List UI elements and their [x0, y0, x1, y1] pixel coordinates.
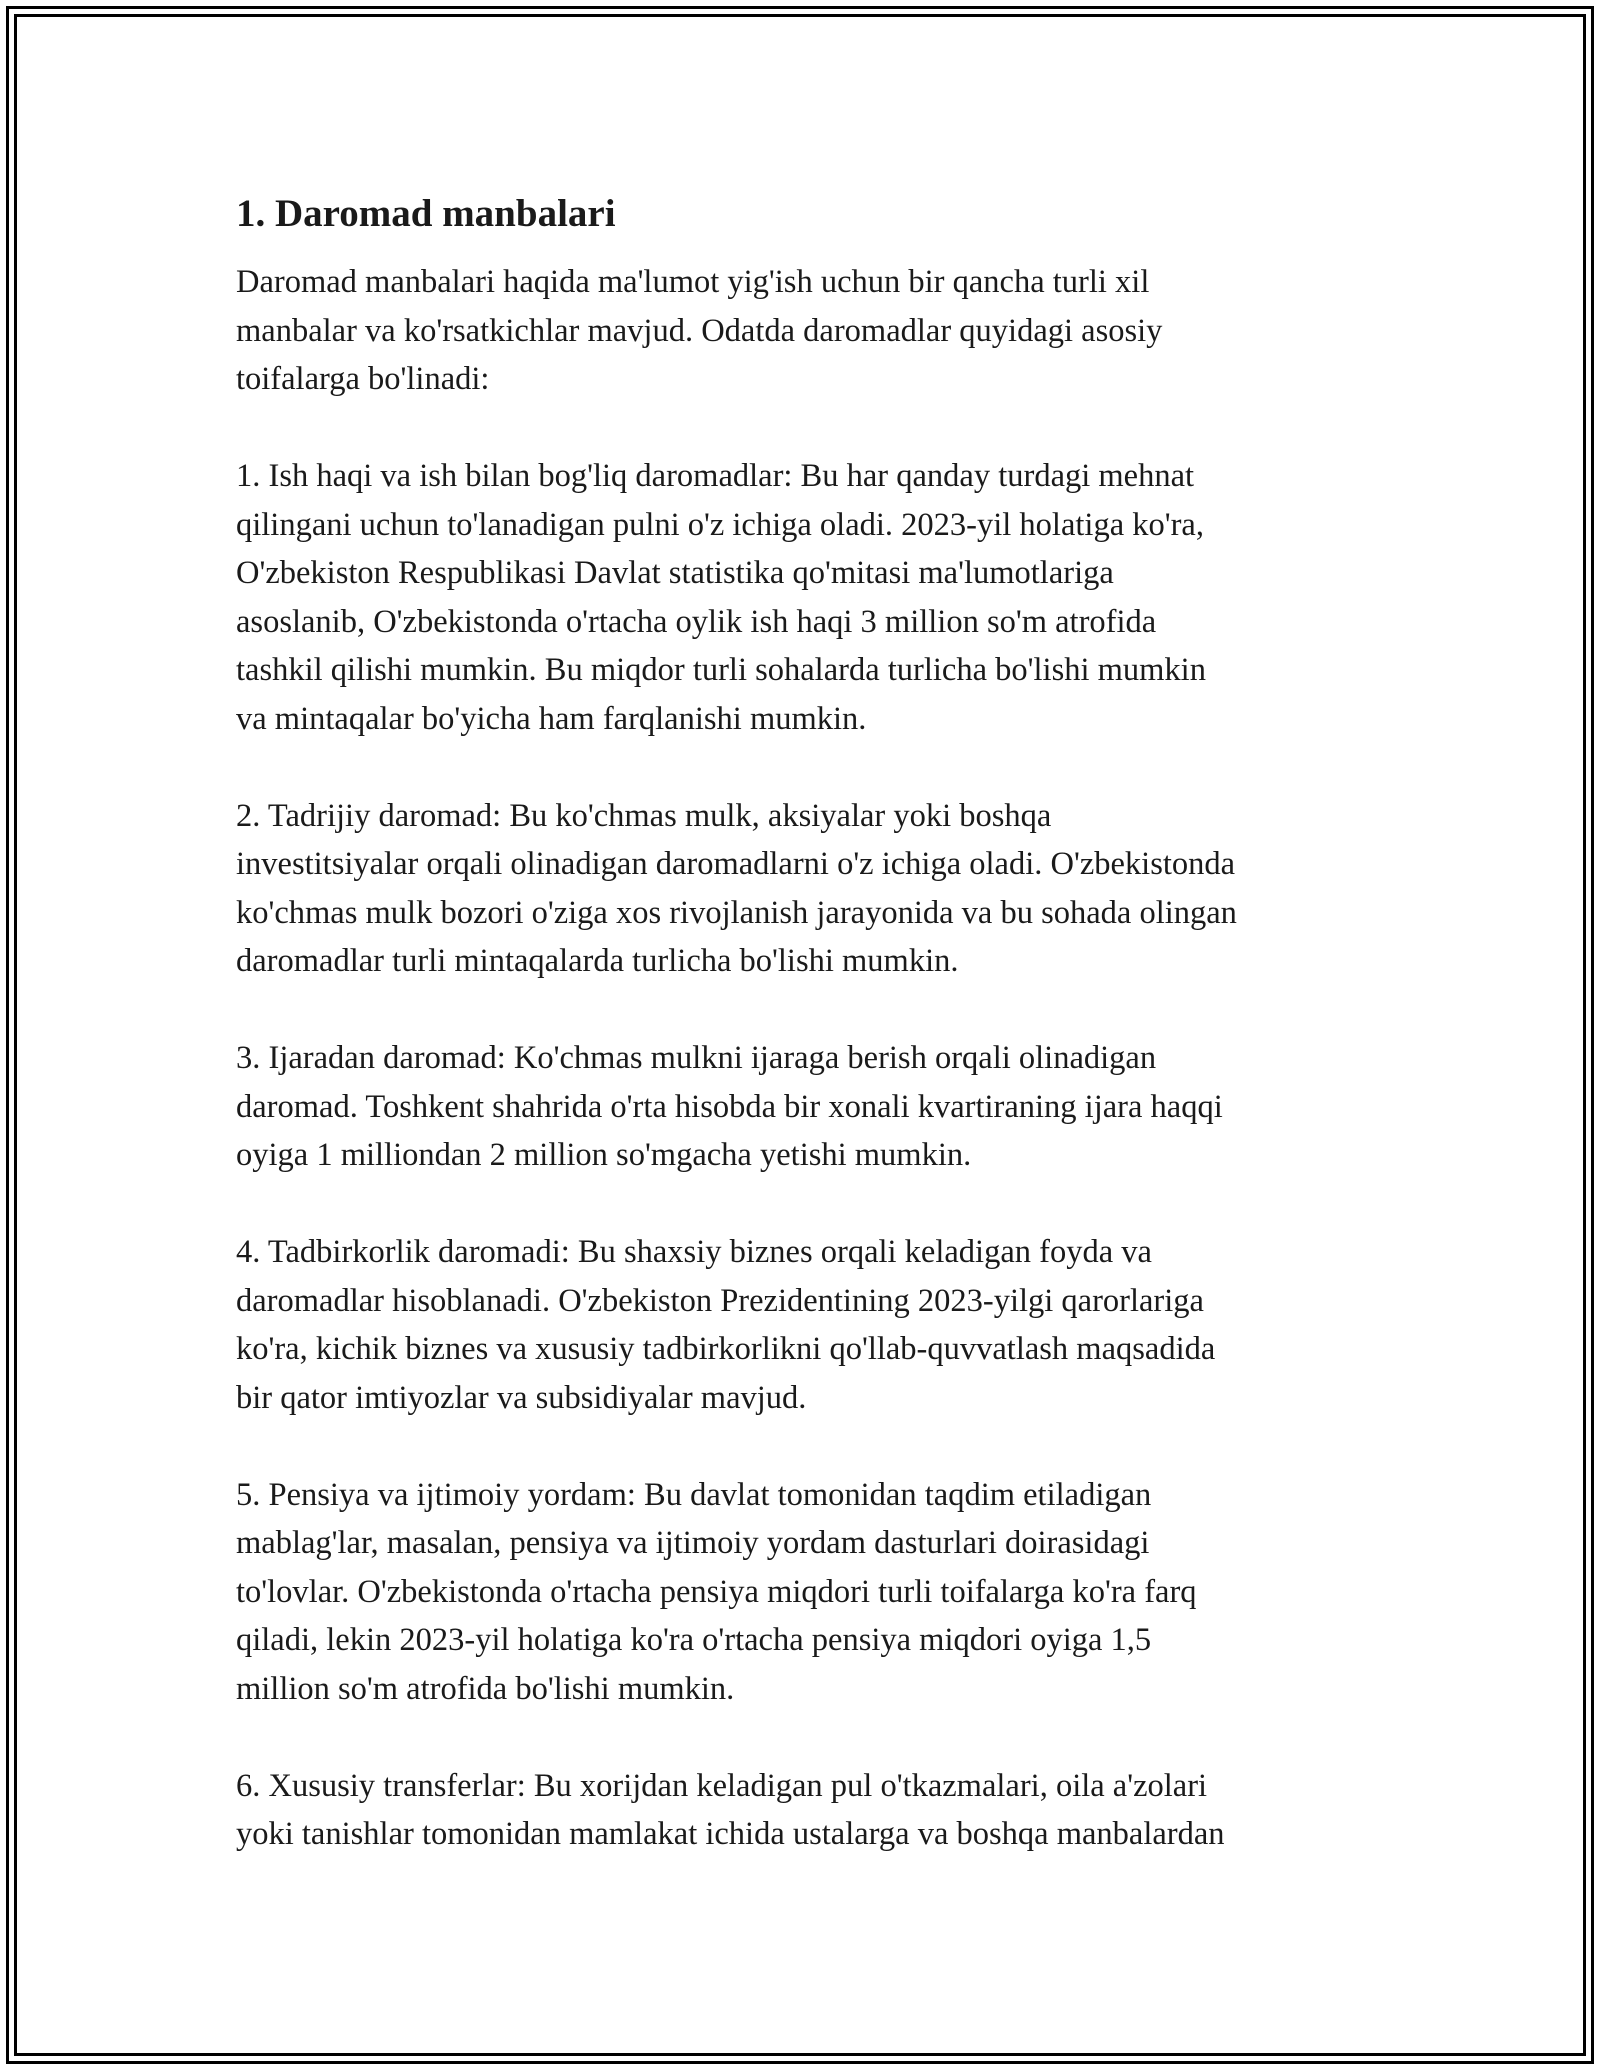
paragraph-item-4: [236, 1228, 1376, 1422]
text-line: 2. Tadrijiy daromad: Bu ko'chmas mulk, aksiyalar yoki boshqa: [236, 797, 1052, 834]
text-line: 4. Tadbirkorlik daromadi: Bu shaxsiy biznes orqali keladigan foyda va: [236, 1234, 1152, 1270]
text-line: oyiga 1 milliondan 2 million so'mgacha yetishi mumkin.: [236, 1137, 972, 1173]
text-line: yoki tanishlar tomonidan mamlakat ichida ustalarga va boshqa manbalardan: [236, 1816, 1225, 1852]
text-line: va mintaqalar bo'yicha ham farqlanishi mumkin.: [236, 700, 867, 737]
text-line: tashkil qilishi mumkin. Bu miqdor turli sohalarda turlicha bo'lishi mumkin: [236, 652, 1206, 688]
text-line: mablag'lar, masalan, pensiya va ijtimoiy yordam dasturlari doirasidagi: [236, 1525, 1150, 1561]
text-line: bir qator imtiyozlar va subsidiyalar mavjud.: [236, 1379, 807, 1416]
paragraph-intro: [236, 258, 1376, 404]
text-line: 3. Ijaradan daromad: Ko'chmas mulkni ijaraga berish orqali olinadigan: [236, 1040, 1157, 1076]
document-body: [236, 186, 1376, 1907]
text-line: daromad. Toshkent shahrida o'rta hisobda bir xonali kvartiraning ijara haqqi: [236, 1088, 1223, 1125]
text-line: manbalar va ko'rsatkichlar mavjud. Odatda daromadlar quyidagi asosiy: [236, 312, 1163, 349]
text-line: asoslanib, O'zbekistonda o'rtacha oylik ish haqi 3 million so'm atrofida: [236, 603, 1157, 640]
text-line: qilingani uchun to'lanadigan pulni o'z ichiga oladi. 2023-yil holatiga ko'ra,: [236, 506, 1204, 543]
text-line: 1. Ish haqi va ish bilan bog'liq daromadlar: Bu har qanday turdagi mehnat: [236, 458, 1195, 494]
paragraph-item-5: [236, 1471, 1376, 1714]
paragraph-item-3: [236, 1034, 1376, 1180]
text-line: to'lovlar. O'zbekistonda o'rtacha pensiya miqdori turli toifalarga ko'ra farq: [236, 1573, 1197, 1610]
section-heading: 1. Daromad manbalari: [236, 192, 616, 235]
text-line: daromadlar hisoblanadi. O'zbekiston Prezidentining 2023-yilgi qarorlariga: [236, 1282, 1204, 1319]
text-line: toifalarga bo'linadi:: [236, 361, 490, 397]
text-line: O'zbekiston Respublikasi Davlat statistika qo'mitasi ma'lumotlariga: [236, 555, 1114, 591]
text-line: 5. Pensiya va ijtimoiy yordam: Bu davlat tomonidan taqdim etiladigan: [236, 1476, 1152, 1513]
text-line: qiladi, lekin 2023-yil holatiga ko'ra o'rtacha pensiya miqdori oyiga 1,5: [236, 1622, 1152, 1658]
paragraph-item-2: [236, 792, 1376, 986]
text-line: Daromad manbalari haqida ma'lumot yig'ish uchun bir qancha turli xil: [236, 264, 1150, 300]
text-line: investitsiyalar orqali olinadigan daromadlarni o'z ichiga oladi. O'zbekistonda: [236, 846, 1236, 882]
text-line: million so'm atrofida bo'lishi mumkin.: [236, 1670, 735, 1707]
paragraph-item-1: [236, 452, 1376, 743]
paragraph-item-6: [236, 1762, 1376, 1859]
text-line: daromadlar turli mintaqalarda turlicha bo'lishi mumkin.: [236, 943, 959, 979]
text-line: ko'chmas mulk bozori o'ziga xos rivojlanish jarayonida va bu sohada olingan: [236, 894, 1237, 931]
text-line: ko'ra, kichik biznes va xususiy tadbirkorlikni qo'llab-quvvatlash maqsadida: [236, 1331, 1216, 1367]
text-line: 6. Xususiy transferlar: Bu xorijdan keladigan pul o'tkazmalari, oila a'zolari: [236, 1767, 1208, 1804]
